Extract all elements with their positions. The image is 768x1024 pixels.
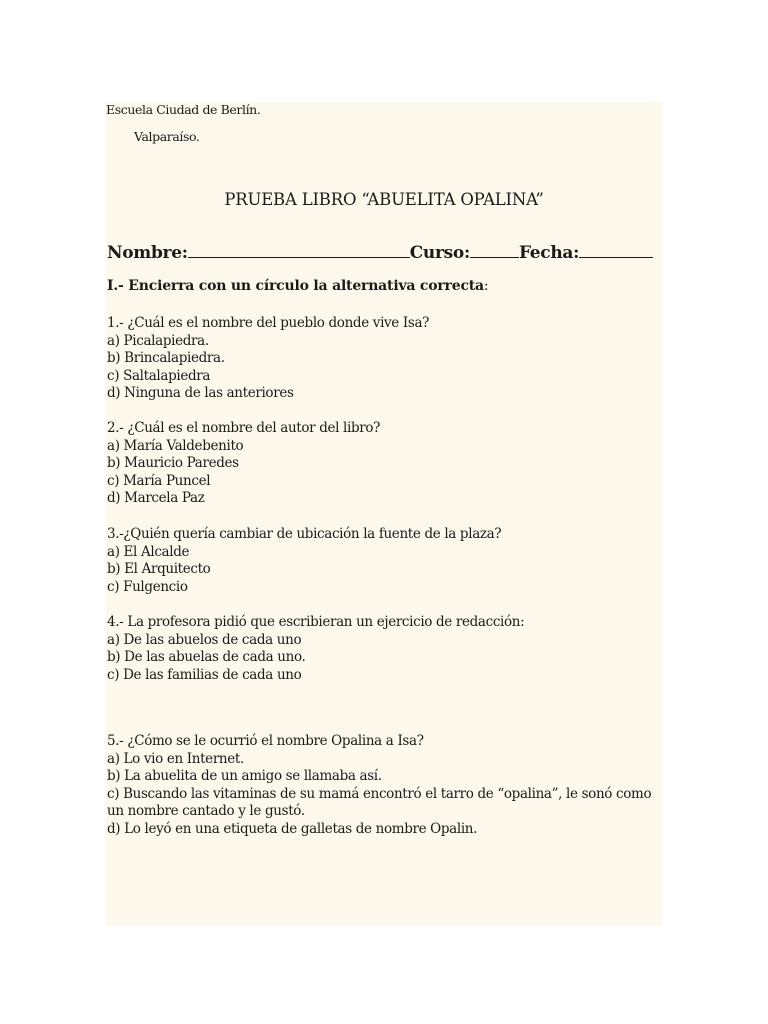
option[interactable]: a) Lo vio en Internet. <box>107 750 244 767</box>
name-blank[interactable] <box>188 240 410 258</box>
option[interactable]: b) Brincalapiedra. <box>107 350 225 367</box>
question-prompt: 1.- ¿Cuál es el nombre del pueblo donde vive Isa? <box>107 315 430 331</box>
option[interactable]: d) Marcela Paz <box>107 490 205 507</box>
question-prompt: 5.- ¿Cómo se le ocurrió el nombre Opalina a Isa? <box>107 733 424 749</box>
question-prompt: 3.-¿Quién quería cambiar de ubicación la fuente de la plaza? <box>107 526 502 542</box>
option[interactable]: b) De las abuelas de cada uno. <box>107 649 306 666</box>
question-prompt: 4.- La profesora pidió que escribieran un ejercicio de redacción: <box>107 614 525 630</box>
question-4 <box>107 614 662 684</box>
option[interactable]: a) El Alcalde <box>107 543 190 560</box>
name-label: Nombre: <box>107 243 188 263</box>
option[interactable]: d) Ninguna de las anteriores <box>107 385 294 402</box>
option[interactable]: a) María Valdebenito <box>107 437 244 454</box>
date-blank[interactable] <box>579 240 653 258</box>
option[interactable]: a) De las abuelos de cada uno <box>107 631 302 648</box>
question-3 <box>107 526 662 596</box>
instruction <box>107 278 488 294</box>
date-label: Fecha: <box>518 243 580 263</box>
school-name: Escuela Ciudad de Berlín. <box>106 102 261 117</box>
instruction-text: I.- Encierra con un círculo la alternativa correcta <box>107 278 484 294</box>
test-title: PRUEBA LIBRO “ABUELITA OPALINA” <box>224 190 544 209</box>
option[interactable]: b) El Arquitecto <box>107 561 211 578</box>
question-prompt: 2.- ¿Cuál es el nombre del autor del libro? <box>107 420 381 436</box>
option[interactable]: c) María Puncel <box>107 472 211 489</box>
school-city: Valparaíso. <box>134 129 200 144</box>
question-1 <box>107 315 662 403</box>
option[interactable]: b) Mauricio Paredes <box>107 455 239 472</box>
option[interactable]: c) De las familias de cada uno <box>107 666 302 683</box>
option[interactable]: c) Buscando las vitaminas de su mamá encontró el tarro de “opalina”, le sonó como un nombre cantado y le gustó. <box>107 785 652 820</box>
option[interactable]: d) Lo leyó en una etiqueta de galletas de nombre Opalin. <box>107 820 478 837</box>
student-fields <box>107 240 653 263</box>
question-2 <box>107 420 662 508</box>
course-label: Curso: <box>409 243 470 263</box>
option[interactable]: c) Saltalapiedra <box>107 367 211 384</box>
option[interactable]: b) La abuelita de un amigo se llamaba así. <box>107 768 382 785</box>
course-blank[interactable] <box>470 240 519 258</box>
option[interactable]: c) Fulgencio <box>107 578 188 595</box>
instruction-colon: : <box>483 278 489 294</box>
question-5 <box>107 733 662 839</box>
option[interactable]: a) Picalapiedra. <box>107 332 209 349</box>
